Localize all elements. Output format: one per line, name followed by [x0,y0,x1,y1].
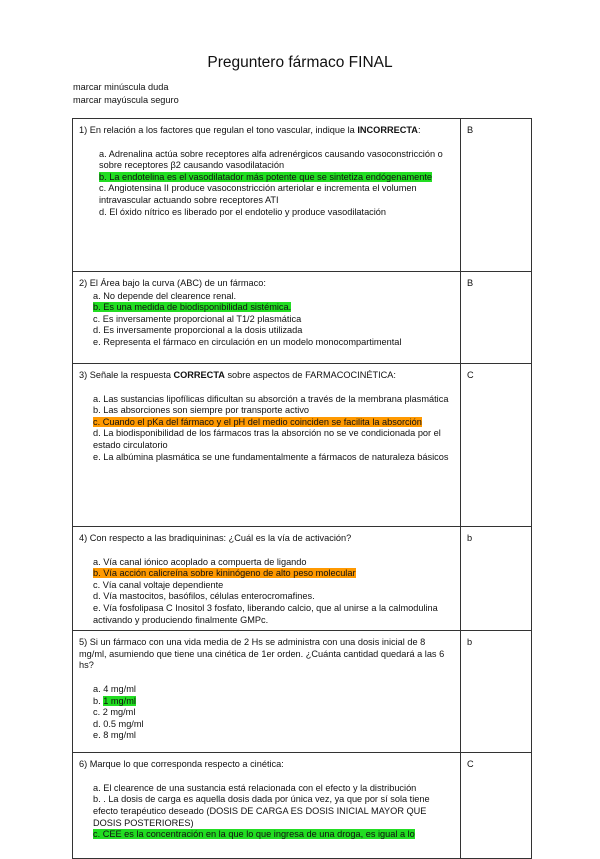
option: a. Adrenalina actúa sobre receptores alfa adrenérgicos causando vasoconstricción o sobre receptores β2 causando vasodilatación [99,148,443,171]
question-cell [73,631,461,753]
highlight-green: b. La endotelina es el vasodilatador más potente que se sintetiza endógenamente [99,171,433,182]
highlight-orange: b. Vía acción calicreína sobre kininógeno de alto peso molecular [93,568,356,579]
option: c. Es inversamente proporcional al T1/2 plasmática [93,313,302,324]
option: a. Las sustancias lipofílicas dificultan su absorción a través de la membrana plasmática [93,393,449,404]
option: a. El clearence de una sustancia está relacionada con el efecto y la distribución [93,782,417,793]
option-highlighted [93,302,454,314]
option: a. Vía canal iónico acoplado a compuerta de ligando [93,556,307,567]
notes [73,81,179,107]
option-highlighted [99,172,454,184]
option: d. Vía mastocitos, basófilos, células enterocromafines. [93,591,315,602]
option: b. Las absorciones son siempre por transporte activo [93,405,310,416]
highlight-green: b. Es una medida de biodisponibilidad sistémica. [93,302,292,313]
option: e. Vía fosfolipasa C Inositol 3 fosfato, liberando calcio, que al unirse a la calmodulina activando y produciendo finalmente GMPc. [93,602,438,625]
question-text-part: 1) En relación a los factores que regulan el tono vascular, indique la [79,125,358,135]
highlight-green: 1 mg/ml [103,695,136,706]
question-row [73,527,532,631]
option: e. La albúmina plasmática se une fundamentalmente a fármacos de naturaleza básicos [93,451,449,462]
questions-table [72,118,532,859]
options-list [79,149,454,219]
option: e. Representa el fármaco en circulación en un modelo monocompartimental [93,336,402,347]
question-text [79,125,454,137]
question-row [73,119,532,272]
option-highlighted [93,829,454,841]
page-title: Preguntero fármaco FINAL [207,54,393,71]
option: d. El óxido nítrico es liberado por el endotelio y produce vasodilatación [99,206,387,217]
question-cell [73,364,461,527]
option-highlighted [93,417,454,429]
option-prefix: b. [93,695,104,706]
question-text [79,370,454,382]
highlight-green: c. CEE es la concentración en la que lo que ingresa de una droga, es igual a lo [93,829,415,840]
question-emphasis: CORRECTA [173,370,225,380]
options-list [79,557,454,627]
option: d. 0.5 mg/ml [93,718,144,729]
answer-cell: b [461,631,532,753]
option: d. Es inversamente proporcional a la dosis utilizada [93,325,303,336]
question-text: 6) Marque lo que corresponda respecto a cinética: [79,759,284,770]
answer-cell: b [461,527,532,631]
options-list [79,783,454,841]
option: d. La biodisponibilidad de los fármacos tras la absorción no se ve condicionada por el estado circulatorio [93,428,441,450]
option: c. Angiotensina II produce vasoconstricción arteriolar e incrementa el volumen intravascular actuando sobre receptores ATI [99,183,417,205]
question-text-part: 3) Señale la respuesta [79,370,174,380]
answer-cell: C [461,753,532,859]
question-emphasis: INCORRECTA [357,125,418,135]
question-cell [73,119,461,272]
option-highlighted [93,568,454,580]
option: b. . La dosis de carga es aquella dosis dada por única vez, ya que por sí sola tiene efecto terapéutico deseado (DOSIS DE CARGA ES DOSIS INICIAL MAYOR QUE DOSIS POSTERIORES) [93,794,430,828]
options-list [79,394,454,464]
question-text-part: : [417,125,421,135]
options-list [79,684,454,742]
answer-cell: C [461,364,532,527]
question-row [73,364,532,527]
question-text-part: sobre aspectos de FARMACOCINÉTICA: [224,370,396,380]
option: a. 4 mg/ml [93,683,136,694]
options-list [79,291,454,349]
question-row [73,753,532,859]
question-text: 5) Si un fármaco con una vida media de 2 Hs se administra con una dosis inicial de 8 mg/ml, asumiendo que tiene una cinética de 1er orden. ¿Cuánta cantidad quedará a las 6 hs? [79,637,445,671]
question-cell [73,527,461,631]
question-text: 4) Con respecto a las bradiquininas: ¿Cuál es la vía de activación? [79,533,352,543]
option: c. 2 mg/ml [93,707,136,718]
answer-cell: B [461,119,532,272]
question-text: 2) El Área bajo la curva (ABC) de un fármaco: [79,278,266,288]
option: c. Vía canal voltaje dependiente [93,579,224,590]
highlight-orange: c. Cuando el pKa del fármaco y el pH del medio coinciden se facilita la absorción [93,416,422,427]
note-line: marcar mayúscula seguro [73,95,179,105]
option: e. 8 mg/ml [93,730,136,741]
question-cell [73,753,461,859]
note-line: marcar minúscula duda [73,82,169,92]
option-highlighted [93,696,454,708]
answer-cell: B [461,272,532,364]
question-row [73,272,532,364]
question-row [73,631,532,753]
option: a. No depende del clearence renal. [93,290,237,301]
question-cell [73,272,461,364]
